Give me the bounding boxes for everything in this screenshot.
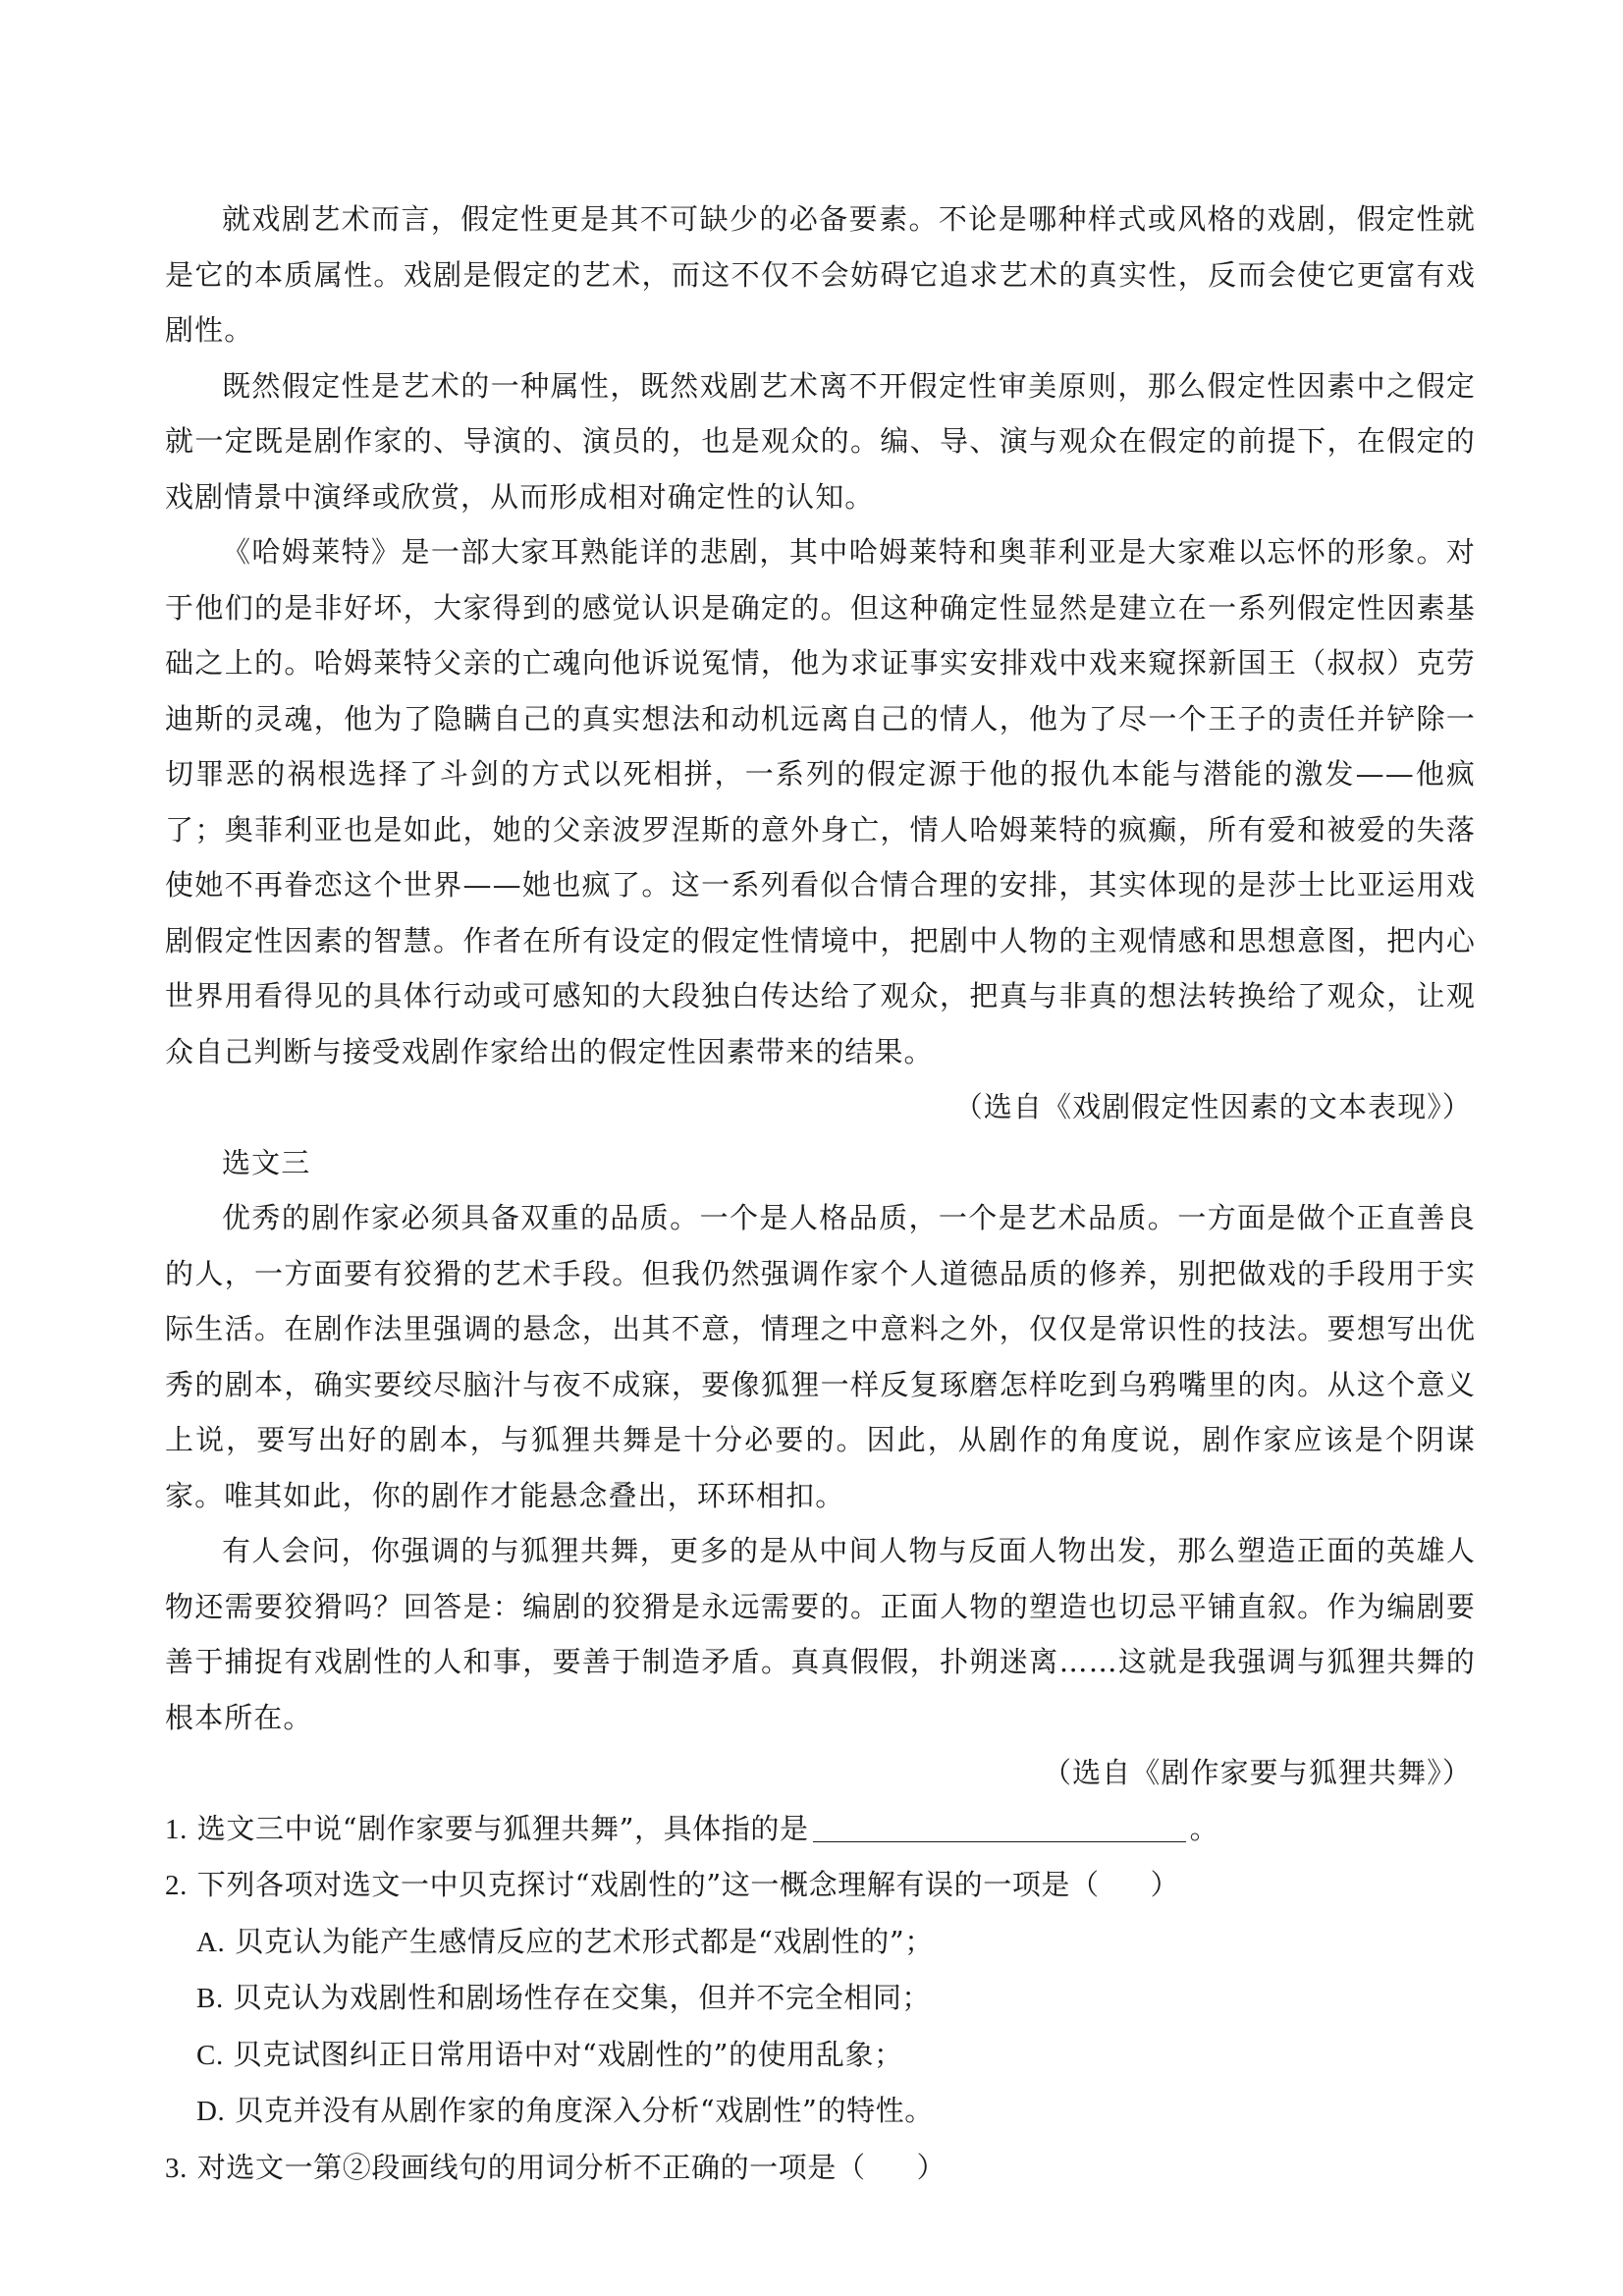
reading-passage [165, 191, 1476, 2196]
option-a [165, 1914, 1476, 1971]
question-number: 1. [165, 1813, 188, 1845]
question-number: 2. [165, 1870, 188, 1901]
option-letter: B. [196, 1983, 224, 2014]
option-letter: A. [196, 1926, 226, 1958]
question-2 [165, 1857, 1476, 1914]
option-b [165, 1970, 1476, 2027]
option-text: 贝克试图纠正日常用语中对“戏剧性的”的使用乱象； [233, 2037, 903, 2071]
question-1 [165, 1801, 1476, 1858]
question-text: 选文三中说“剧作家要与狐狸共舞”，具体指的是 [196, 1811, 809, 1845]
option-text: 贝克认为戏剧性和剧场性存在交集，但并不完全相同； [233, 1981, 932, 2014]
option-d [165, 2083, 1476, 2140]
source-citation: （选自《戏剧假定性因素的文本表现》） [953, 1090, 1472, 1123]
question-text: 对选文一第②段画线句的用词分析不正确的一项是（ [196, 2150, 866, 2184]
paragraph: 有人会问，你强调的与狐狸共舞，更多的是从中间人物与反面人物出发，那么塑造正面的英雄人物还需要狡猾吗？回答是：编剧的狡猾是永远需要的。正面人物的塑造也切忌平铺直叙。作为编剧要善于捕捉有戏剧性的人和事，要善于制造矛盾。真真假假，扑朔迷离……这就是我强调与狐狸共舞的根本所在。 [165, 1534, 1476, 1734]
option-text: 贝克认为能产生感情反应的艺术形式都是“戏剧性的”； [235, 1924, 934, 1958]
option-letter: D. [196, 2096, 226, 2127]
option-c [165, 2027, 1476, 2084]
question-3 [165, 2140, 1476, 2197]
question-number: 3. [165, 2152, 188, 2184]
section-heading: 选文三 [222, 1145, 311, 1179]
bracket-close: ） [1150, 1868, 1180, 1901]
paragraph: 既然假定性是艺术的一种属性，既然戏剧艺术离不开假定性审美原则，那么假定性因素中之假定就一定既是剧作家的、导演的、演员的，也是观众的。编、导、演与观众在假定的前提下，在假定的戏剧情景中演绎或欣赏，从而形成相对确定性的认知。 [165, 368, 1476, 514]
paragraph: 就戏剧艺术而言，假定性更是其不可缺少的必备要素。不论是哪种样式或风格的戏剧，假定性就是它的本质属性。戏剧是假定的艺术，而这不仅不会妨碍它追求艺术的真实性，反而会使它更富有戏剧性。 [165, 202, 1476, 347]
paragraph: 优秀的剧作家必须具备双重的品质。一个是人格品质，一个是艺术品质。一方面是做个正直善良的人，一方面要有狡猾的艺术手段。但我仍然强调作家个人道德品质的修养，别把做戏的手段用于实际生活。在剧作法里强调的悬念，出其不意，情理之中意料之外，仅仅是常识性的技法。要想写出优秀的剧本，确实要绞尽脑汁与夜不成寐，要像狐狸一样反复琢磨怎样吃到乌鸦嘴里的肉。从这个意义上说，要写出好的剧本，与狐狸共舞是十分必要的。因此，从剧作的角度说，剧作家应该是个阴谋家。唯其如此，你的剧作才能悬念叠出，环环相扣。 [165, 1201, 1476, 1512]
option-text: 贝克并没有从剧作家的角度深入分析“戏剧性”的特性。 [235, 2094, 934, 2127]
paragraph: 《哈姆莱特》是一部大家耳熟能详的悲剧，其中哈姆莱特和奥菲利亚是大家难以忘怀的形象。对于他们的是非好坏，大家得到的感觉认识是确定的。但这种确定性显然是建立在一系列假定性因素基础之上的。哈姆莱特父亲的亡魂向他诉说冤情，他为求证事实安排戏中戏来窥探新国王（叔叔）克劳迪斯的灵魂，他为了隐瞒自己的真实想法和动机远离自己的情人，他为了尽一个王子的责任并铲除一切罪恶的祸根选择了斗剑的方式以死相拼，一系列的假定源于他的报仇本能与潜能的激发——他疯了；奥菲利亚也是如此，她的父亲波罗涅斯的意外身亡，情人哈姆莱特的疯癫，所有爱和被爱的失落使她不再眷恋这个世界——她也疯了。这一系列看似合情合理的安排，其实体现的是莎士比亚运用戏剧假定性因素的智慧。作者在所有设定的假定性情境中，把剧中人物的主观情感和思想意图，把内心世界用看得见的具体行动或可感知的大段独白传达给了观众，把真与非真的想法转换给了观众，让观众自己判断与接受戏剧作家给出的假定性因素带来的结果。 [165, 535, 1476, 1068]
answer-blank[interactable] [813, 1812, 1186, 1842]
source-citation: （选自《剧作家要与狐狸共舞》） [1042, 1756, 1472, 1789]
question-text-end: 。 [1189, 1811, 1219, 1845]
question-text: 下列各项对选文一中贝克探讨“戏剧性的”这一概念理解有误的一项是（ [196, 1868, 1100, 1901]
bracket-close: ） [916, 2150, 947, 2184]
option-letter: C. [196, 2039, 224, 2071]
